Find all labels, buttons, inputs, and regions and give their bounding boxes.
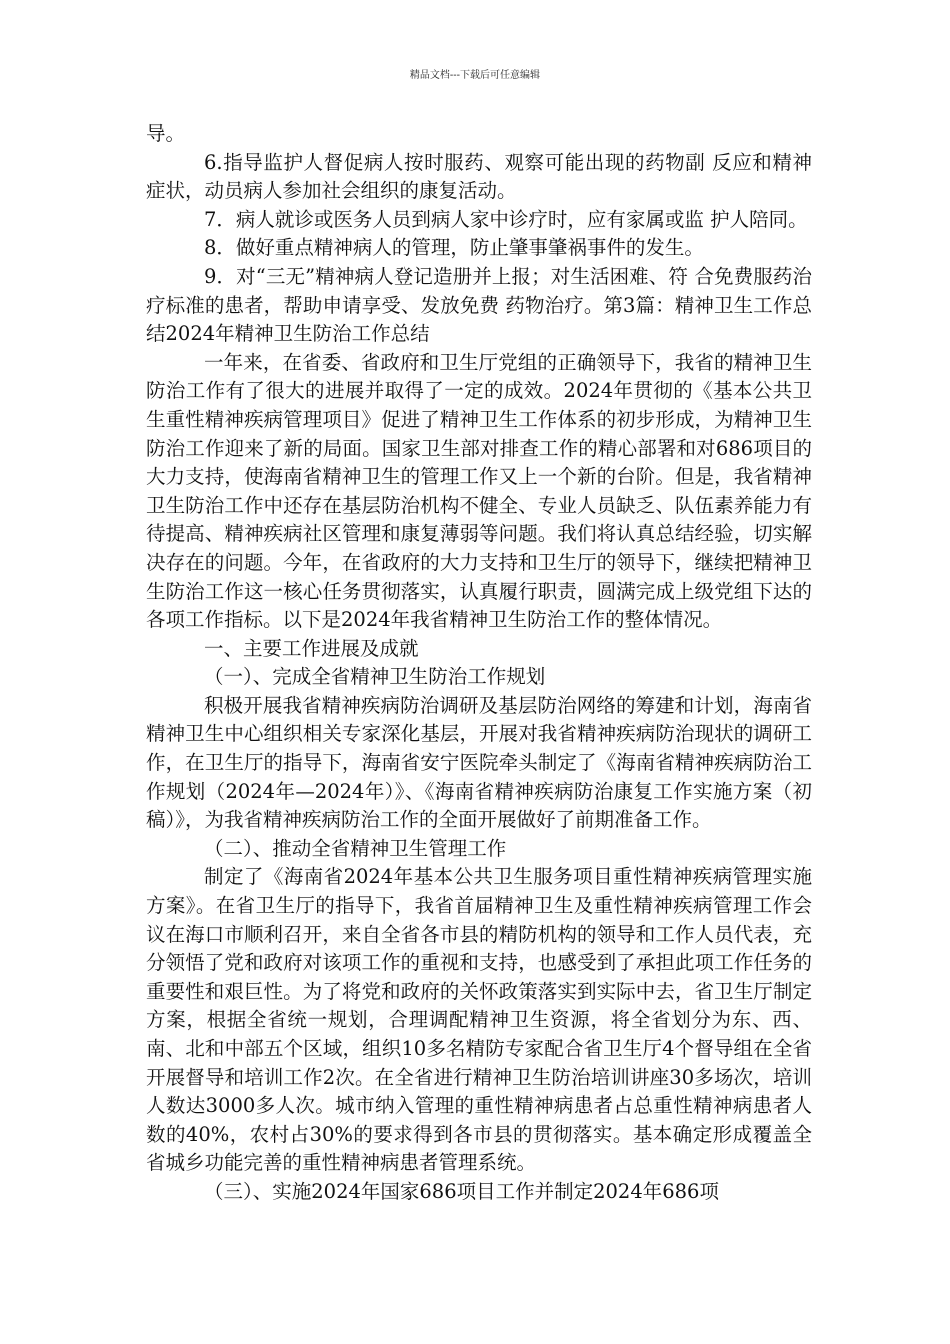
paragraph: 8．做好重点精神病人的管理，防止肇事肇祸事件的发生。 [204, 236, 704, 260]
subsection-heading: （三）、实施2024年国家686项目工作并制定2024年686项 [204, 1179, 719, 1203]
page-header: 精品文档---下载后可任意编辑 [409, 70, 541, 81]
subsection-heading: （二）、推动全省精神卫生管理工作 [204, 836, 507, 860]
paragraph: 导。 [146, 122, 186, 145]
paragraph: 6.指导监护人督促病人按时服药、观察可能出现的药物副 反应和精神症状，动员病人参加社会组织的康复活动。 [146, 150, 812, 203]
paragraph: 制定了《海南省2024年基本公共卫生服务项目重性精神疾病管理实施方案》。在省卫生厅的指导下，我省首届精神卫生及重性精神疾病管理工作会议在海口市顺利召开，来自全省各市县的精防机构的领导和工作人员代表，充分领悟了党和政府对该项工作的重视和支持，也感受到了承担此项工作任务的重要性和艰巨性。为了将党和政府的关怀政策落实到实际中去，省卫生厅制定方案，根据全省统一规划，合理调配精神卫生资源，将全省划分为东、西、南、北和中部五个区域，组织10多名精防专家配合省卫生厅4个督导组在全省开展督导和培训工作2次。在全省进行精神卫生防治培训讲座30多场次，培训人数达3000多人次。城市纳入管理的重性精神病患者占总重性精神病患者人数的40%，农村占30%的要求得到各市县的贯彻落实。基本确定形成覆盖全省城乡功能完善的重性精神病患者管理系统。 [146, 865, 812, 1175]
paragraph: 一年来，在省委、省政府和卫生厅党组的正确领导下，我省的精神卫生防治工作有了很大的进展并取得了一定的成效。2024年贯彻的《基本公共卫生重性精神疾病管理项目》促进了精神卫生工作体系的初步形成，为精神卫生防治工作迎来了新的局面。国家卫生部对排查工作的精心部署和对686项目的大力支持，使海南省精神卫生的管理工作又上一个新的台阶。但是，我省精神卫生防治工作中还存在基层防治机构不健全、专业人员缺乏、队伍素养能力有待提高、精神疾病社区管理和康复薄弱等问题。我们将认真总结经验，切实解决存在的问题。今年，在省政府的大力支持和卫生厅的领导下，继续把精神卫生防治工作这一核心任务贯彻落实，认真履行职责，圆满完成上级党组下达的各项工作指标。以下是2024年我省精神卫生防治工作的整体情况。 [146, 350, 812, 632]
paragraph: 9．对“三无”精神病人登记造册并上报；对生活困难、符 合免费服药治疗标准的患者，帮助申请享受、发放免费 药物治疗。第3篇：精神卫生工作总结2024年精神卫生防治工作总结 [146, 264, 812, 346]
paragraph: 积极开展我省精神疾病防治调研及基层防治网络的筹建和计划，海南省精神卫生中心组织相关专家深化基层，开展对我省精神疾病防治现状的调研工作，在卫生厅的指导下，海南省安宁医院牵头制定了《海南省精神疾病防治工作规划（2024年—2024年）》、《海南省精神疾病防治康复工作实施方案（初稿）》，为我省精神疾病防治工作的全面开展做好了前期准备工作。 [146, 693, 812, 832]
subsection-heading: （一）、完成全省精神卫生防治工作规划 [204, 665, 546, 689]
section-heading: 一、主要工作进展及成就 [204, 636, 419, 660]
paragraph: 7．病人就诊或医务人员到病人家中诊疗时，应有家属或监 护人陪同。 [204, 207, 808, 231]
document-body [146, 120, 812, 1207]
